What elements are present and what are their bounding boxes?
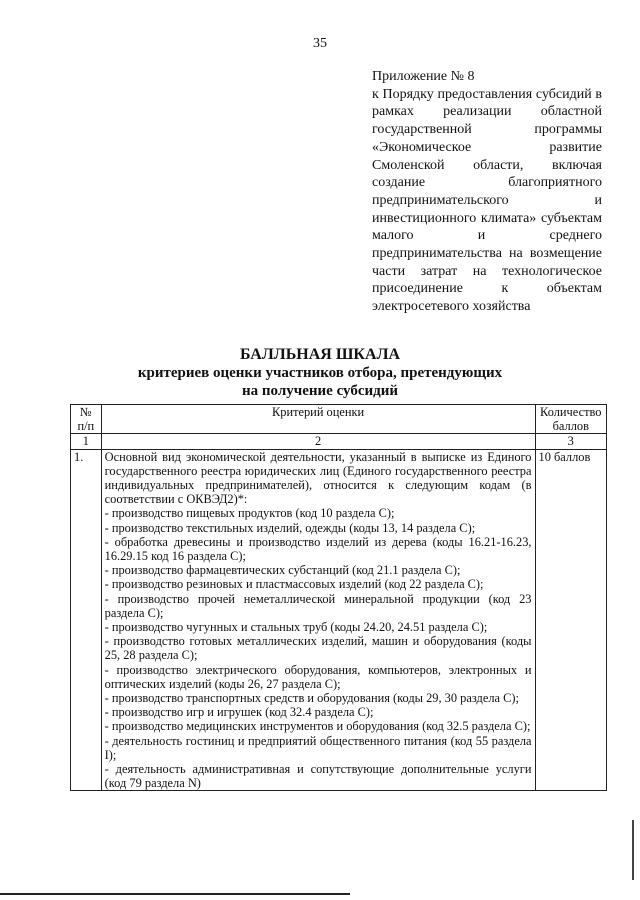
criterion-item: - производство готовых металлических изделий, машин и оборудования (коды 25, 28 раздела С); xyxy=(104,634,532,663)
scan-edge-mark xyxy=(632,820,634,880)
criterion-item: - производство транспортных средств и оборудования (коды 29, 30 раздела С); xyxy=(104,691,519,706)
criterion-item: - производство фармацевтических субстанций (код 21.1 раздела С); xyxy=(104,563,461,578)
criterion-item: - производство резиновых и пластмассовых изделий (код 22 раздела С); xyxy=(104,577,484,592)
criterion-item: - производство прочей неметаллической минеральной продукции (код 23 раздела С); xyxy=(104,591,532,620)
criterion-item: - производство электрического оборудования, компьютеров, электронных и оптических изделий (коды 26, 27 раздела С); xyxy=(104,662,532,691)
document-heading xyxy=(0,346,640,400)
score-table xyxy=(70,404,607,791)
criterion-intro: Основной вид экономической деятельности, указанный в выписке из Единого государственного реестра юридических лиц (Единого государственного реестра индивидуальных предпринимателей), относится к следующим кодам (в соответствии с ОКВЭД2)*: xyxy=(104,449,532,507)
criterion-cell xyxy=(101,449,535,791)
appendix-body: к Порядку предоставления субсидий в рамках реализации областной государственной программы «Экономическое развитие Смоленской области, включая создание благоприятного предпринимательского и инвестиционного климата» субъектам малого и среднего предпринимательства на возмещение части затрат на технологическое присоединение к объектам электросетевого хозяйства xyxy=(372,86,602,315)
bottom-divider xyxy=(0,893,350,895)
column-number: 1 xyxy=(71,434,102,449)
appendix-title: Приложение № 8 xyxy=(372,69,475,84)
criterion-item: - производство текстильных изделий, одежды (коды 13, 14 раздела С); xyxy=(104,520,476,535)
row-number: 1. xyxy=(71,449,102,791)
criterion-item: - производство пищевых продуктов (код 10 раздела С); xyxy=(104,506,395,521)
score-value: 10 баллов xyxy=(535,449,606,791)
column-number: 3 xyxy=(535,434,606,449)
header-criterion: Критерий оценки xyxy=(101,405,535,434)
criterion-item: - производство медицинских инструментов и оборудования (код 32.5 раздела С); xyxy=(104,719,531,734)
criterion-item: - производство чугунных и стальных труб (коды 24.20, 24.51 раздела С); xyxy=(104,620,488,635)
appendix-block xyxy=(372,68,602,316)
heading-subtitle-line-1: критериев оценки участников отбора, претендующих xyxy=(137,365,503,381)
page-number: 35 xyxy=(313,36,327,51)
criterion-item: - деятельность гостиниц и предприятий общественного питания (код 55 раздела I); xyxy=(104,733,532,762)
column-number: 2 xyxy=(101,434,535,449)
heading-title: БАЛЛЬНАЯ ШКАЛА xyxy=(239,346,401,363)
column-number-row xyxy=(71,434,607,449)
table-header-row xyxy=(71,405,607,434)
table-row xyxy=(71,449,607,791)
header-num: № п/п xyxy=(71,405,102,434)
header-score: Количество баллов xyxy=(535,405,606,434)
heading-subtitle-line-2: на получение субсидий xyxy=(242,383,398,399)
criterion-item: - производство игр и игрушек (код 32.4 раздела С); xyxy=(104,705,374,720)
criterion-item: - деятельность административная и сопутствующие дополнительные услуги (код 79 раздела N) xyxy=(104,762,532,791)
criterion-item: - обработка древесины и производство изделий из дерева (коды 16.21-16.23, 16.29.15 код 16 раздела С); xyxy=(104,534,532,564)
